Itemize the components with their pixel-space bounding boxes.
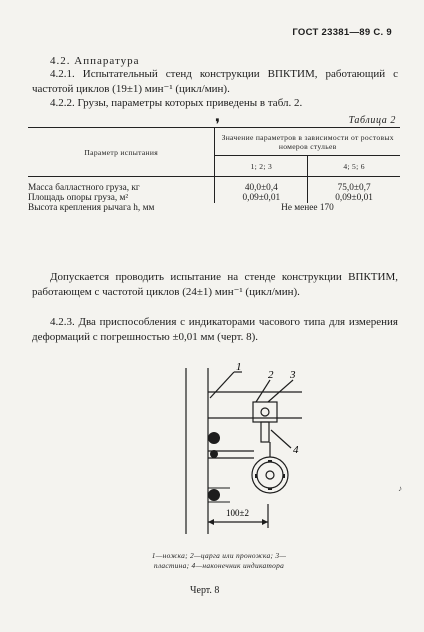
header-sizes-1-3: 1; 2; 3 [215,156,308,177]
paragraph-4-2-3: 4.2.3. Два приспособления с индикаторами часового типа для измерения деформаций с погрешностью ±0,01 мм (черт. 8). [32,316,398,343]
section-title: 4.2. Аппаратура [50,55,140,67]
row-mass-v1: 40,0±0,4 [215,177,308,194]
margin-mark: ❜ [215,117,221,134]
paragraph-4-2-1: 4.2.1. Испытательный стенд конструкции ВПКТИМ, работающий с частотой циклов (19±1) мин⁻¹ (цикл/мин). [32,68,398,95]
paragraph-allowed: Допускается проводить испытание на стенде конструкции ВПКТИМ, работающем с частотой циклов (24±1) мин⁻¹ (цикл/мин). [32,271,398,298]
dimension-label: 100±2 [226,508,249,518]
label-3: 3 [290,369,296,381]
margin-mark-right: ♪ [398,484,402,493]
label-4: 4 [293,444,299,456]
row-mass-v2: 75,0±0,7 [308,177,400,194]
row-mass-param: Масса балластного груза, кг [28,183,140,193]
row-height-value: Не менее 170 [281,203,334,213]
row-area-param: Площадь опоры груза, м² [28,193,129,203]
paragraph-4-2-2: 4.2.2. Грузы, параметры которых приведены в табл. 2. [50,97,303,109]
header-values: Значение параметров в зависимости от ростовых номеров стульев [215,128,400,156]
row-area-v2: 0,09±0,01 [308,193,400,203]
table-caption: Таблица 2 [348,115,396,126]
figure-caption: Черт. 8 [190,585,220,596]
page-header: ГОСТ 23381—89 С. 9 [292,27,392,38]
figure-8 [150,356,310,551]
label-2: 2 [268,369,274,381]
fixture-drawing [150,356,310,546]
label-1: 1 [236,361,242,373]
row-area-v1: 0,09±0,01 [215,193,308,203]
row-height-param: Высота крепления рычага h, мм [28,203,155,213]
header-sizes-4-6: 4; 5; 6 [308,156,400,177]
header-parameter: Параметр испытания [28,128,215,177]
figure-legend: 1—ножка; 2—царга или проножка; 3—пластина; 4—наконечник индикатора [151,551,287,570]
parameters-table [28,127,400,218]
